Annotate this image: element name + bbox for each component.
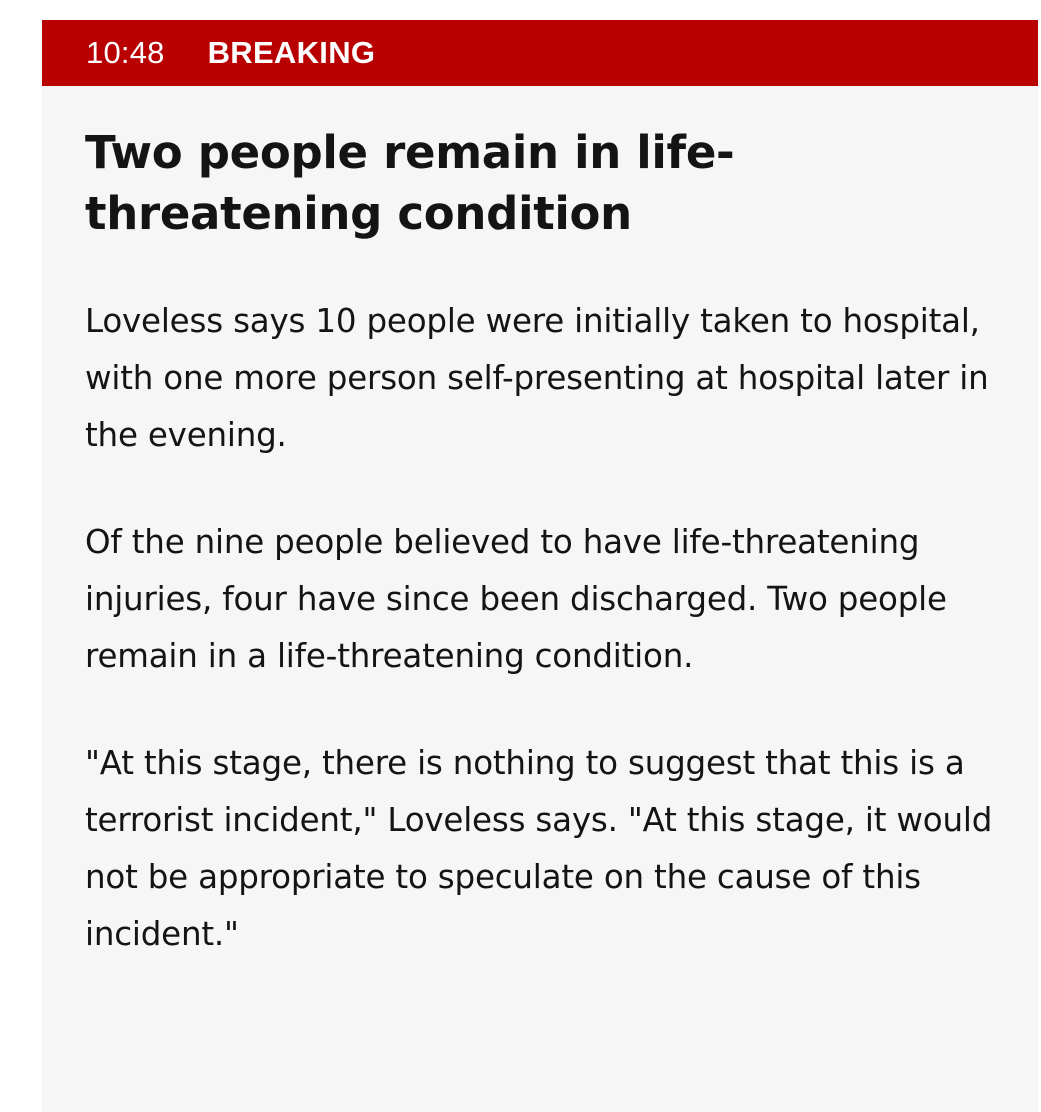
post-paragraph: Of the nine people believed to have life-threatening injuries, four have since been discharged. Two people remain in a life-threatening condition. <box>85 523 947 675</box>
post-timestamp: 10:48 <box>86 35 165 70</box>
breaking-label: BREAKING <box>207 35 376 70</box>
post-paragraph: "At this stage, there is nothing to suggest that this is a terrorist incident," Loveless says. "At this stage, it would not be appropriate to speculate on the cause of this incident." <box>85 744 993 953</box>
live-post-card <box>42 20 1038 1112</box>
breaking-banner <box>42 20 1038 86</box>
post-content <box>85 122 1005 963</box>
post-paragraph: Loveless says 10 people were initially taken to hospital, with one more person self-presenting at hospital later in the evening. <box>85 302 989 454</box>
post-headline: Two people remain in life-threatening condition <box>85 126 735 240</box>
